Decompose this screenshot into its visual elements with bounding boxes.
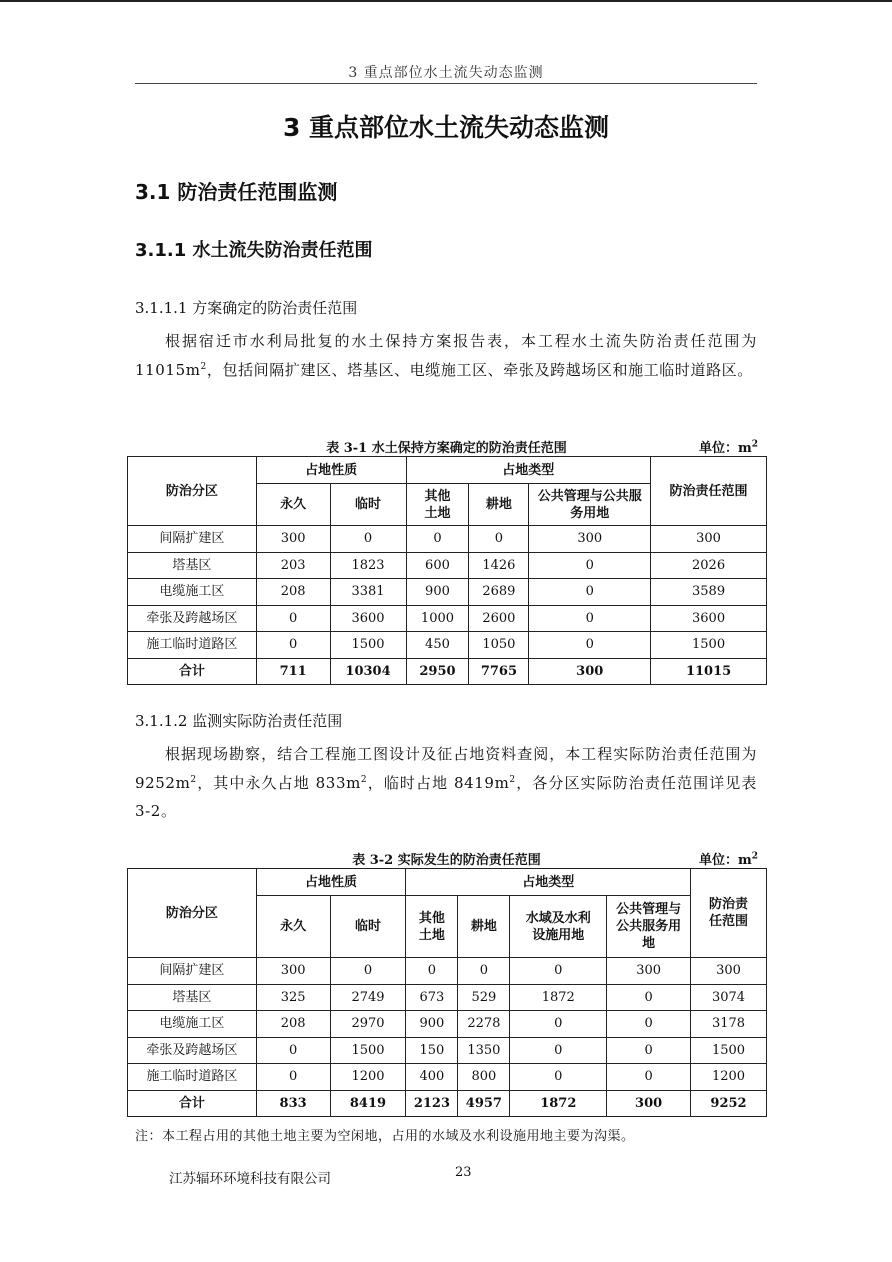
table-row <box>128 1037 767 1064</box>
header-water-land: 水域及水利设施用地 <box>510 896 607 958</box>
total-value-cell: 9252 <box>691 1090 767 1117</box>
value-cell: 2600 <box>469 605 529 632</box>
total-value-cell: 4957 <box>458 1090 510 1117</box>
table-total-row <box>128 1090 767 1117</box>
row-label-cell: 施工临时道路区 <box>128 1064 257 1091</box>
superscript: 2 <box>509 774 516 785</box>
value-cell: 1823 <box>330 552 406 579</box>
value-cell: 1500 <box>330 1037 406 1064</box>
table-row <box>128 1064 767 1091</box>
total-value-cell: 2950 <box>406 658 469 685</box>
value-cell: 1872 <box>510 984 607 1011</box>
header-rule <box>135 83 757 84</box>
value-cell: 900 <box>406 1011 458 1038</box>
superscript: 2 <box>190 774 197 785</box>
value-cell: 0 <box>510 1064 607 1091</box>
paragraph-text: ，包括间隔扩建区、塔基区、电缆施工区、牵张及跨越场区和施工临时道路区。 <box>206 360 753 379</box>
row-label-cell: 塔基区 <box>128 552 257 579</box>
paragraph-actual-range <box>135 740 757 826</box>
value-cell: 0 <box>607 1064 691 1091</box>
value-cell: 0 <box>607 1011 691 1038</box>
header-temporary: 临时 <box>330 484 406 526</box>
header-temporary: 临时 <box>330 896 406 958</box>
value-cell: 3178 <box>691 1011 767 1038</box>
header-zone: 防治分区 <box>128 869 257 958</box>
total-value-cell: 2123 <box>406 1090 458 1117</box>
paragraph-text: ，各分区实际防治责任范围详见表 3-2。 <box>135 773 757 820</box>
row-label-cell: 间隔扩建区 <box>128 526 257 553</box>
table-unit <box>699 849 758 868</box>
value-cell: 600 <box>406 552 469 579</box>
row-label-cell: 牵张及跨越场区 <box>128 605 257 632</box>
value-cell: 673 <box>406 984 458 1011</box>
section-title: 3.1 防治责任范围监测 <box>135 180 338 204</box>
header-public-land: 公共管理与公共服务用地 <box>607 896 691 958</box>
table-total-row <box>128 658 767 685</box>
table-planned-range <box>127 456 767 685</box>
value-cell: 300 <box>651 526 767 553</box>
superscript: 2 <box>751 851 758 862</box>
value-cell: 3589 <box>651 579 767 606</box>
page-number: 23 <box>455 1165 472 1180</box>
value-cell: 400 <box>406 1064 458 1091</box>
value-cell: 300 <box>691 958 767 985</box>
superscript: 2 <box>200 361 207 372</box>
value-cell: 208 <box>256 579 330 606</box>
value-cell: 0 <box>256 1064 330 1091</box>
value-cell: 1200 <box>691 1064 767 1091</box>
chapter-title: 3 重点部位水土流失动态监测 <box>282 113 610 142</box>
value-cell: 3381 <box>330 579 406 606</box>
header-farmland: 耕地 <box>469 484 529 526</box>
header-responsibility-range: 防治责任范围 <box>651 457 767 526</box>
page-top-border <box>0 0 892 2</box>
value-cell: 0 <box>607 984 691 1011</box>
value-cell: 2970 <box>330 1011 406 1038</box>
value-cell: 325 <box>256 984 330 1011</box>
value-cell: 529 <box>458 984 510 1011</box>
value-cell: 1200 <box>330 1064 406 1091</box>
value-cell: 1050 <box>469 632 529 659</box>
value-cell: 300 <box>607 958 691 985</box>
heading-3-1-1-1: 3.1.1.1 方案确定的防治责任范围 <box>135 299 358 317</box>
table-caption-text: 表 3-1 水土保持方案确定的防治责任范围 <box>326 441 567 456</box>
heading-3-1-1-2: 3.1.1.2 监测实际防治责任范围 <box>135 712 343 730</box>
row-label-cell: 电缆施工区 <box>128 1011 257 1038</box>
value-cell: 0 <box>458 958 510 985</box>
table-row <box>128 958 767 985</box>
total-value-cell: 300 <box>529 658 651 685</box>
value-cell: 1500 <box>651 632 767 659</box>
header-zone: 防治分区 <box>128 457 257 526</box>
value-cell: 3074 <box>691 984 767 1011</box>
header-other-land: 其他土地 <box>406 896 458 958</box>
value-cell: 0 <box>607 1037 691 1064</box>
value-cell: 150 <box>406 1037 458 1064</box>
value-cell: 0 <box>510 1011 607 1038</box>
value-cell: 0 <box>406 526 469 553</box>
paragraph-text: 根据宿迁市水利局批复的水土保持方案报告表，本工程水土流失防治责任范围为 11015m <box>135 332 757 379</box>
paragraph-planned-range <box>135 327 757 384</box>
superscript: 2 <box>360 774 368 785</box>
header-land-type: 占地类型 <box>406 457 651 484</box>
value-cell: 0 <box>330 958 406 985</box>
value-cell: 3600 <box>330 605 406 632</box>
total-value-cell: 7765 <box>469 658 529 685</box>
row-label-cell: 施工临时道路区 <box>128 632 257 659</box>
table-row <box>128 552 767 579</box>
table-note: 注：本工程占用的其他土地主要为空闲地，占用的水域及水利设施用地主要为沟渠。 <box>135 1129 635 1144</box>
value-cell: 2026 <box>651 552 767 579</box>
value-cell: 2278 <box>458 1011 510 1038</box>
table-row <box>128 632 767 659</box>
header-responsibility-range: 防治责任范围 <box>691 869 767 958</box>
header-public-land: 公共管理与公共服务用地 <box>529 484 651 526</box>
header-land-type: 占地类型 <box>406 869 691 896</box>
value-cell: 800 <box>458 1064 510 1091</box>
value-cell: 0 <box>256 1037 330 1064</box>
subsection-title: 3.1.1 水土流失防治责任范围 <box>135 240 373 261</box>
total-value-cell: 8419 <box>330 1090 406 1117</box>
row-label-cell: 牵张及跨越场区 <box>128 1037 257 1064</box>
header-occupy-nature: 占地性质 <box>256 457 406 484</box>
value-cell: 1350 <box>458 1037 510 1064</box>
value-cell: 1000 <box>406 605 469 632</box>
footer-company: 江苏辐环环境科技有限公司 <box>169 1171 331 1187</box>
table-actual-range <box>127 868 767 1117</box>
value-cell: 3600 <box>651 605 767 632</box>
superscript: 2 <box>751 439 758 450</box>
header-occupy-nature: 占地性质 <box>256 869 406 896</box>
value-cell: 2749 <box>330 984 406 1011</box>
table-caption-text: 表 3-2 实际发生的防治责任范围 <box>352 853 541 868</box>
value-cell: 1500 <box>330 632 406 659</box>
value-cell: 0 <box>510 958 607 985</box>
unit-text: 单位：m <box>698 441 752 456</box>
value-cell: 0 <box>469 526 529 553</box>
value-cell: 900 <box>406 579 469 606</box>
table-unit <box>699 437 758 456</box>
header-permanent: 永久 <box>256 896 330 958</box>
row-label-cell: 塔基区 <box>128 984 257 1011</box>
row-label-cell: 间隔扩建区 <box>128 958 257 985</box>
header-farmland: 耕地 <box>458 896 510 958</box>
total-value-cell: 1872 <box>510 1090 607 1117</box>
table-row <box>128 579 767 606</box>
header-permanent: 永久 <box>256 484 330 526</box>
total-value-cell: 711 <box>256 658 330 685</box>
value-cell: 300 <box>529 526 651 553</box>
table-row <box>128 984 767 1011</box>
table-row <box>128 526 767 553</box>
value-cell: 1500 <box>691 1037 767 1064</box>
total-label-cell: 合计 <box>128 658 257 685</box>
total-value-cell: 10304 <box>330 658 406 685</box>
value-cell: 1426 <box>469 552 529 579</box>
value-cell: 0 <box>330 526 406 553</box>
value-cell: 300 <box>256 958 330 985</box>
value-cell: 208 <box>256 1011 330 1038</box>
value-cell: 0 <box>529 632 651 659</box>
value-cell: 0 <box>510 1037 607 1064</box>
value-cell: 450 <box>406 632 469 659</box>
total-value-cell: 300 <box>607 1090 691 1117</box>
value-cell: 0 <box>529 552 651 579</box>
total-label-cell: 合计 <box>128 1090 257 1117</box>
value-cell: 0 <box>256 632 330 659</box>
table-row <box>128 1011 767 1038</box>
paragraph-text: 根据现场勘察，结合工程施工图设计及征占地资料查阅，本工程实际防治责任范围为 9252m <box>135 745 757 792</box>
value-cell: 203 <box>256 552 330 579</box>
total-value-cell: 11015 <box>651 658 767 685</box>
value-cell: 0 <box>406 958 458 985</box>
value-cell: 0 <box>256 605 330 632</box>
unit-text: 单位：m <box>698 853 752 868</box>
row-label-cell: 电缆施工区 <box>128 579 257 606</box>
header-other-land: 其他土地 <box>406 484 469 526</box>
total-value-cell: 833 <box>256 1090 330 1117</box>
value-cell: 0 <box>529 579 651 606</box>
value-cell: 300 <box>256 526 330 553</box>
table-row <box>128 605 767 632</box>
paragraph-text: ，其中永久占地 833m <box>196 773 361 792</box>
value-cell: 0 <box>529 605 651 632</box>
running-header: 3 重点部位水土流失动态监测 <box>348 65 544 81</box>
paragraph-text: ，临时占地 8419m <box>367 773 510 792</box>
value-cell: 2689 <box>469 579 529 606</box>
